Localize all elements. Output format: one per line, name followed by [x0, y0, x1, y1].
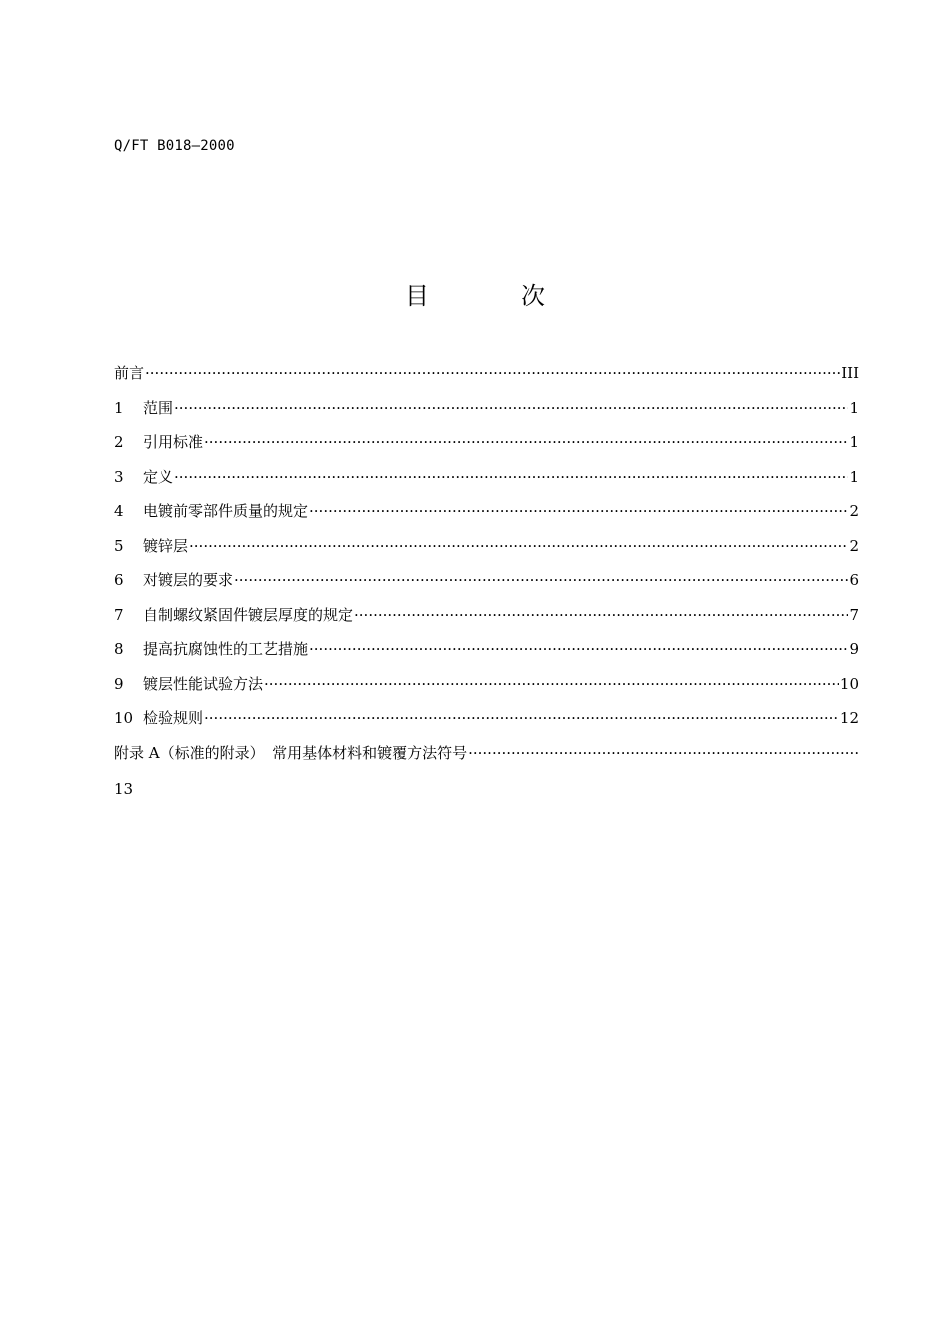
toc-entry-label: 镀锌层 [143, 536, 189, 555]
toc-entry-number: 4 [114, 502, 124, 520]
appendix-a-page-number: 13 [114, 780, 134, 798]
toc-leader-dots [145, 364, 840, 382]
toc-entry-page: 9 [849, 640, 859, 658]
toc-title-char-1: 目 [405, 282, 429, 311]
toc-entry-appendix-a[interactable] [114, 742, 859, 777]
toc-entry-page: 1 [849, 398, 859, 417]
toc-leader-dots [174, 399, 848, 417]
toc-leader-dots [174, 468, 848, 486]
toc-entry-page: 12 [839, 709, 859, 727]
toc-entry-label: 镀层性能试验方法 [143, 674, 264, 693]
toc-leader-dots [189, 537, 848, 555]
toc-entry-number: 3 [114, 467, 124, 486]
toc-entry-5[interactable] [114, 535, 859, 570]
toc-entry-page: III [841, 364, 859, 382]
toc-entry-label: 附录 A（标准的附录） 常用基体材料和镀覆方法符号 [114, 743, 468, 762]
toc-entry-1[interactable] [114, 397, 859, 432]
toc-entry-label: 自制螺纹紧固件镀层厚度的规定 [143, 605, 354, 624]
toc-entry-page: 10 [839, 674, 859, 693]
toc-entry-label: 电镀前零部件质量的规定 [143, 502, 309, 520]
toc-entry-label: 检验规则 [143, 709, 204, 727]
toc-leader-dots [354, 606, 848, 624]
toc-leader-dots [309, 640, 848, 658]
toc-entry-number: 9 [114, 674, 124, 693]
toc-entry-2[interactable] [114, 431, 859, 466]
toc-entry-page: 2 [849, 502, 859, 520]
toc-entry-number: 10 [114, 709, 134, 727]
toc-entry-number: 6 [114, 571, 124, 589]
toc-entry-3[interactable] [114, 466, 859, 501]
toc-entry-number: 2 [114, 433, 124, 451]
toc-entry-page: 1 [849, 433, 859, 451]
toc-entry-10[interactable] [114, 707, 859, 742]
toc-entry-number: 7 [114, 605, 124, 624]
toc-entry-label: 定义 [143, 467, 174, 486]
toc-leader-dots [468, 744, 858, 762]
toc-entry-label: 前言 [114, 364, 145, 382]
toc-title [0, 276, 950, 311]
toc-entry-label: 提高抗腐蚀性的工艺措施 [143, 640, 309, 658]
toc-entry-6[interactable] [114, 569, 859, 604]
toc-entry-label: 范围 [143, 398, 174, 417]
toc-leader-dots [309, 502, 848, 520]
toc-entry-number: 8 [114, 640, 124, 658]
toc-entry-preface[interactable] [114, 362, 859, 397]
toc-title-char-2: 次 [521, 282, 545, 311]
toc-entry-4[interactable] [114, 500, 859, 535]
toc-entry-page: 7 [849, 605, 859, 624]
toc-entry-label: 引用标准 [143, 433, 204, 451]
toc-entry-7[interactable] [114, 604, 859, 639]
toc-entry-9[interactable] [114, 673, 859, 708]
toc-entry-page: 6 [849, 571, 859, 589]
toc-entry-number: 1 [114, 398, 124, 417]
toc-leader-dots [264, 675, 839, 693]
toc-leader-dots [204, 709, 839, 727]
toc-entry-number: 5 [114, 536, 124, 555]
table-of-contents [114, 362, 859, 776]
document-code: Q/FT B018—2000 [114, 138, 235, 154]
toc-leader-dots [204, 433, 848, 451]
toc-entry-label: 对镀层的要求 [143, 571, 234, 589]
toc-entry-page: 2 [849, 536, 859, 555]
toc-entry-8[interactable] [114, 638, 859, 673]
toc-entry-page: 1 [849, 467, 859, 486]
toc-leader-dots [234, 571, 848, 589]
